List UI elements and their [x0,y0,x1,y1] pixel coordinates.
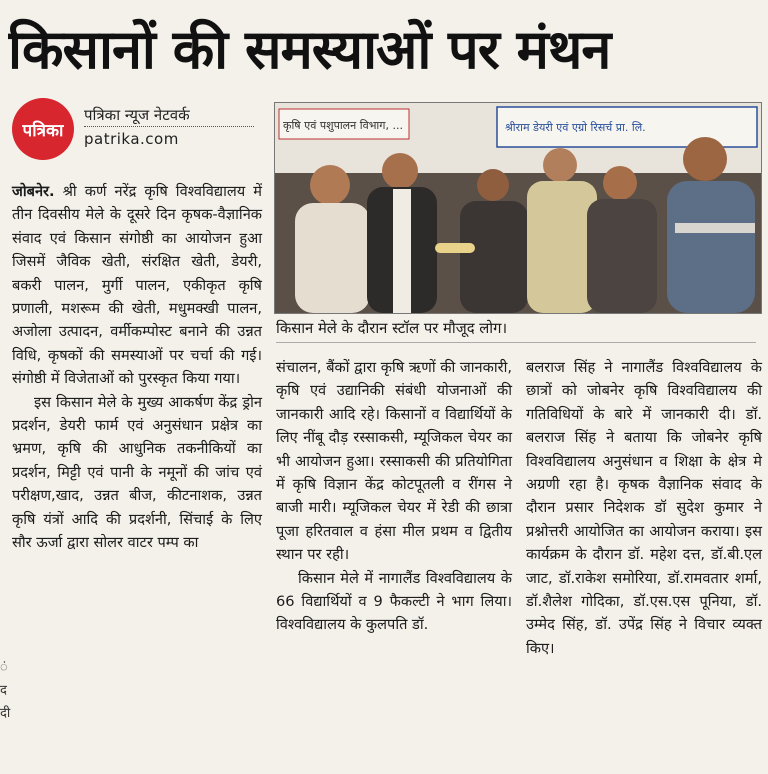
photo-banner-right: श्रीराम डेयरी एवं एग्रो रिसर्च प्रा. लि. [505,121,646,134]
col3-para1: बलराज सिंह ने नागालैंड विश्वविद्यालय के छात्रों को जोबनेर कृषि विश्वविद्यालय की गतिविधियों के बारे में जानकारी दी। डॉ. बलराज सिंह ने बताया कि जोबनेर कृषि विश्वविद्यालय अनुसंधान व शिक्षा के क्षेत्र मे अग्रणी रहा है। कृषक वैज्ञानिक संवाद के दौरान प्रसार निदेशक डॉ सुदेश कुमार ने प्रश्नोत्तरी आयोजित का आयोजन कराया। इस कार्यक्रम के दौरान डॉ. महेश दत्त, डॉ.बी.एल जाट, डॉ.राकेश समोरिया, डॉ.रामवतार शर्मा, डॉ.शैलेश गोदिका, डॉ.एस.एस पूनिया, डॉ. उम्मेद सिंह, डॉ. उपेंद्र सिंह ने विचार व्यक्त किए। [526,359,762,657]
col1-para2: इस किसान मेले के मुख्य आकर्षण केंद्र ड्रोन प्रदर्शन, डेयरी फार्म एवं अनुसंधान प्रक्षेत्र का भ्रमण, कृषि की आधुनिक तकनीकियों का प्रदर्शन, मिट्टी एवं पानी के नमूनों की जांच एवं परीक्षण,खाद, उन्नत बीज, कीटनाशक, उन्नत कृषि यंत्रों आदि की प्रदर्शनी, सिंचाई के लिए सौर ऊर्जा द्वारा सोलर वाटर पम्प का [12,393,262,552]
byline-network: पत्रिका न्यूज नेटवर्क [84,106,190,124]
headline: किसानों की समस्याओं पर मंथन [8,18,611,81]
column-1 [12,180,262,555]
news-photo [274,102,762,314]
column-2 [276,356,512,637]
column-3 [526,356,762,660]
byline-rule [84,126,254,127]
byline [84,106,264,148]
col2-para1: संचालन, बैंकों द्वारा कृषि ऋणों की जानकारी, कृषि एवं उद्यानिकी संबंधी योजनाओं की जानकारी आदि रहे। किसानों व विद्यार्थियों के लिए नींबू दौड़ रस्साकसी, म्यूजिकल चेयर का भी आयोजन हुआ। रस्साकसी की प्रतियोगिता में कृषि विज्ञान केंद्र कोटपूतली व रींगस ने बाजी मारी। म्यूजिकल चेयर में रेडी की छात्रा पूजा हरितवाल व हंसा मील प्रथम व द्वितीय स्थान पर रही। [276,359,512,564]
photo-banner-left: कृषि एवं पशुपालन विभाग, ... [283,119,403,132]
dateline: जोबनेर. [12,183,55,200]
left-edge-fragment [0,656,11,725]
photo-caption: किसान मेले के दौरान स्टॉल पर मौजूद लोग। [276,316,756,343]
edge-line-3: दी [0,706,11,721]
patrika-logo: पत्रिका [12,98,74,160]
byline-site: patrika.com [84,130,179,148]
edge-line-2: द [0,683,7,698]
edge-line-1: ं [0,660,8,675]
col1-para1: श्री कर्ण नरेंद्र कृषि विश्वविद्यालय में तीन दिवसीय मेले के दूसरे दिन कृषक-वैज्ञानिक संवाद एवं किसान संगोष्ठी का आयोजन हुआ जिसमें जैविक खेती, संरक्षित खेती, डेयरी, बकरी पालन, मुर्गी पालन, एकीकृत कृषि प्रणाली, मशरूम की खेती, मधुमक्खी पालन, अजोला उत्पादन, वर्मीकम्पोस्ट बनाने की उन्नत विधि, कृषकों की समस्याओं पर चर्चा की गई। संगोष्ठी में विजेताओं को पुरस्कृत किया गया। [12,183,262,388]
col2-para2: किसान मेले में नागालैंड विश्वविद्यालय के 66 विद्यार्थियों व 9 फैकल्टी ने भाग लिया। विश्वविद्यालय के कुलपति डॉ. [276,569,512,634]
photo-illustration [275,103,761,313]
